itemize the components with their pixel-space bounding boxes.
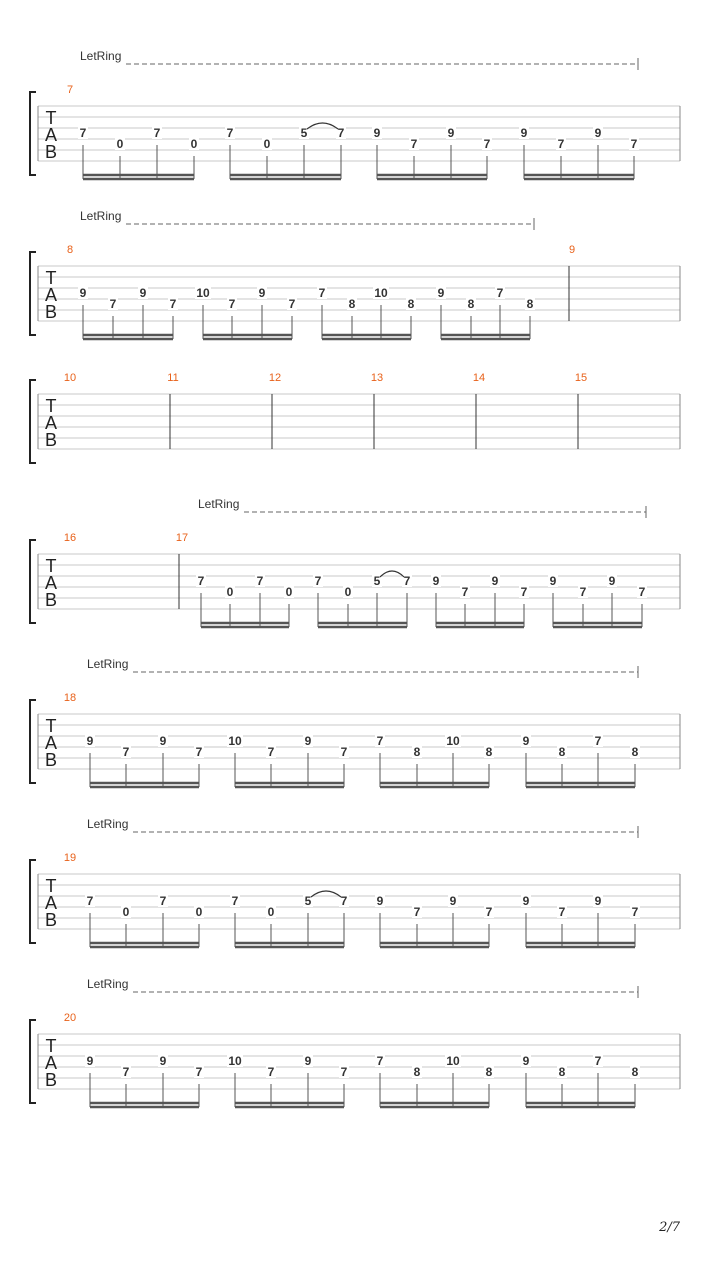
measure-number: 20	[63, 1012, 77, 1024]
system-brace	[30, 380, 36, 463]
fret-number: 9	[159, 1054, 167, 1068]
page-number: 2/7	[659, 1220, 680, 1235]
fret-number: 8	[485, 745, 493, 759]
fret-number: 5	[304, 894, 312, 908]
fret-number: 9	[491, 574, 499, 588]
measure-number: 10	[63, 372, 77, 384]
fret-number: 9	[520, 126, 528, 140]
measure-number: 15	[574, 372, 588, 384]
fret-number: 7	[594, 734, 602, 748]
system-brace	[30, 860, 36, 943]
fret-number: 7	[86, 894, 94, 908]
fret-number: 7	[461, 585, 469, 599]
fret-number: 10	[374, 286, 388, 300]
fret-number: 9	[449, 894, 457, 908]
fret-number: 7	[228, 297, 236, 311]
tab-clef-letter: A	[44, 413, 58, 433]
fret-number: 5	[373, 574, 381, 588]
tab-clef-letter: A	[44, 733, 58, 753]
fret-number: 8	[413, 745, 421, 759]
fret-number: 10	[228, 734, 242, 748]
fret-number: 7	[337, 126, 345, 140]
measure-number: 19	[63, 852, 77, 864]
fret-number: 7	[122, 745, 130, 759]
fret-number: 10	[446, 1054, 460, 1068]
fret-number: 9	[258, 286, 266, 300]
fret-number: 7	[630, 137, 638, 151]
system-brace	[30, 540, 36, 623]
fret-number: 7	[557, 137, 565, 151]
fret-number: 7	[159, 894, 167, 908]
fret-number: 7	[109, 297, 117, 311]
measure-number: 14	[472, 372, 486, 384]
fret-number: 8	[558, 745, 566, 759]
fret-number: 8	[526, 297, 534, 311]
measure-number: 17	[175, 532, 189, 544]
fret-number: 9	[376, 894, 384, 908]
measure-number: 7	[66, 84, 74, 96]
fret-number: 7	[376, 1054, 384, 1068]
fret-number: 7	[231, 894, 239, 908]
let-ring-label: LetRing	[87, 977, 129, 991]
fret-number: 7	[122, 1065, 130, 1079]
fret-number: 9	[522, 1054, 530, 1068]
fret-number: 0	[226, 585, 234, 599]
fret-number: 0	[116, 137, 124, 151]
tab-clef-letter: B	[44, 590, 58, 610]
fret-number: 9	[139, 286, 147, 300]
fret-number: 0	[190, 137, 198, 151]
fret-number: 7	[79, 126, 87, 140]
fret-number: 9	[304, 1054, 312, 1068]
fret-number: 7	[340, 1065, 348, 1079]
fret-number: 7	[318, 286, 326, 300]
fret-number: 7	[226, 126, 234, 140]
fret-number: 8	[631, 745, 639, 759]
tab-clef-letter: B	[44, 1070, 58, 1090]
fret-number: 8	[467, 297, 475, 311]
tab-clef-letter: B	[44, 302, 58, 322]
tab-clef-letter: B	[44, 750, 58, 770]
tab-clef-letter: T	[45, 556, 57, 576]
let-ring-label: LetRing	[80, 209, 122, 223]
fret-number: 5	[300, 126, 308, 140]
fret-number: 9	[86, 734, 94, 748]
fret-number: 7	[267, 745, 275, 759]
tab-clef-letter: T	[45, 268, 57, 288]
fret-number: 10	[228, 1054, 242, 1068]
fret-number: 7	[558, 905, 566, 919]
fret-number: 7	[288, 297, 296, 311]
tab-clef-letter: A	[44, 573, 58, 593]
fret-number: 9	[447, 126, 455, 140]
fret-number: 7	[195, 1065, 203, 1079]
fret-number: 8	[413, 1065, 421, 1079]
fret-number: 10	[196, 286, 210, 300]
measure-number: 18	[63, 692, 77, 704]
fret-number: 7	[314, 574, 322, 588]
fret-number: 8	[485, 1065, 493, 1079]
measure-number: 9	[568, 244, 576, 256]
measure-number: 8	[66, 244, 74, 256]
measure-number: 12	[268, 372, 282, 384]
fret-number: 9	[522, 734, 530, 748]
let-ring-label: LetRing	[87, 817, 129, 831]
fret-number: 9	[594, 894, 602, 908]
tab-clef-letter: B	[44, 142, 58, 162]
fret-number: 7	[638, 585, 646, 599]
tab-clef-letter: A	[44, 1053, 58, 1073]
let-ring-label: LetRing	[87, 657, 129, 671]
fret-number: 7	[340, 894, 348, 908]
fret-number: 9	[549, 574, 557, 588]
tab-clef-letter: T	[45, 716, 57, 736]
system-brace	[30, 1020, 36, 1103]
fret-number: 9	[522, 894, 530, 908]
fret-number: 9	[86, 1054, 94, 1068]
system-brace	[30, 700, 36, 783]
system-brace	[30, 92, 36, 175]
fret-number: 7	[195, 745, 203, 759]
fret-number: 7	[485, 905, 493, 919]
fret-number: 7	[256, 574, 264, 588]
fret-number: 9	[437, 286, 445, 300]
let-ring-label: LetRing	[80, 49, 122, 63]
tab-clef-letter: T	[45, 108, 57, 128]
tab-clef-letter: T	[45, 396, 57, 416]
fret-number: 8	[558, 1065, 566, 1079]
fret-number: 7	[340, 745, 348, 759]
measure-number: 16	[63, 532, 77, 544]
fret-number: 7	[376, 734, 384, 748]
fret-number: 0	[263, 137, 271, 151]
fret-number: 7	[594, 1054, 602, 1068]
fret-number: 0	[267, 905, 275, 919]
fret-number: 8	[631, 1065, 639, 1079]
fret-number: 9	[608, 574, 616, 588]
fret-number: 0	[195, 905, 203, 919]
fret-number: 7	[403, 574, 411, 588]
fret-number: 9	[594, 126, 602, 140]
fret-number: 9	[304, 734, 312, 748]
fret-number: 8	[407, 297, 415, 311]
fret-number: 10	[446, 734, 460, 748]
fret-number: 7	[267, 1065, 275, 1079]
fret-number: 0	[344, 585, 352, 599]
tab-clef-letter: T	[45, 1036, 57, 1056]
fret-number: 9	[432, 574, 440, 588]
tab-clef-letter: B	[44, 910, 58, 930]
let-ring-label: LetRing	[198, 497, 240, 511]
tab-clef-letter: A	[44, 125, 58, 145]
fret-number: 9	[79, 286, 87, 300]
fret-number: 8	[348, 297, 356, 311]
tab-clef-letter: B	[44, 430, 58, 450]
fret-number: 9	[159, 734, 167, 748]
fret-number: 7	[483, 137, 491, 151]
fret-number: 7	[496, 286, 504, 300]
fret-number: 7	[410, 137, 418, 151]
fret-number: 7	[169, 297, 177, 311]
system-brace	[30, 252, 36, 335]
fret-number: 7	[197, 574, 205, 588]
fret-number: 7	[153, 126, 161, 140]
tab-clef-letter: T	[45, 876, 57, 896]
fret-number: 7	[413, 905, 421, 919]
tab-clef-letter: A	[44, 285, 58, 305]
tab-clef-letter: A	[44, 893, 58, 913]
measure-number: 11	[167, 372, 179, 384]
fret-number: 0	[122, 905, 130, 919]
fret-number: 7	[520, 585, 528, 599]
measure-number: 13	[370, 372, 384, 384]
fret-number: 0	[285, 585, 293, 599]
fret-number: 7	[631, 905, 639, 919]
fret-number: 9	[373, 126, 381, 140]
fret-number: 7	[579, 585, 587, 599]
